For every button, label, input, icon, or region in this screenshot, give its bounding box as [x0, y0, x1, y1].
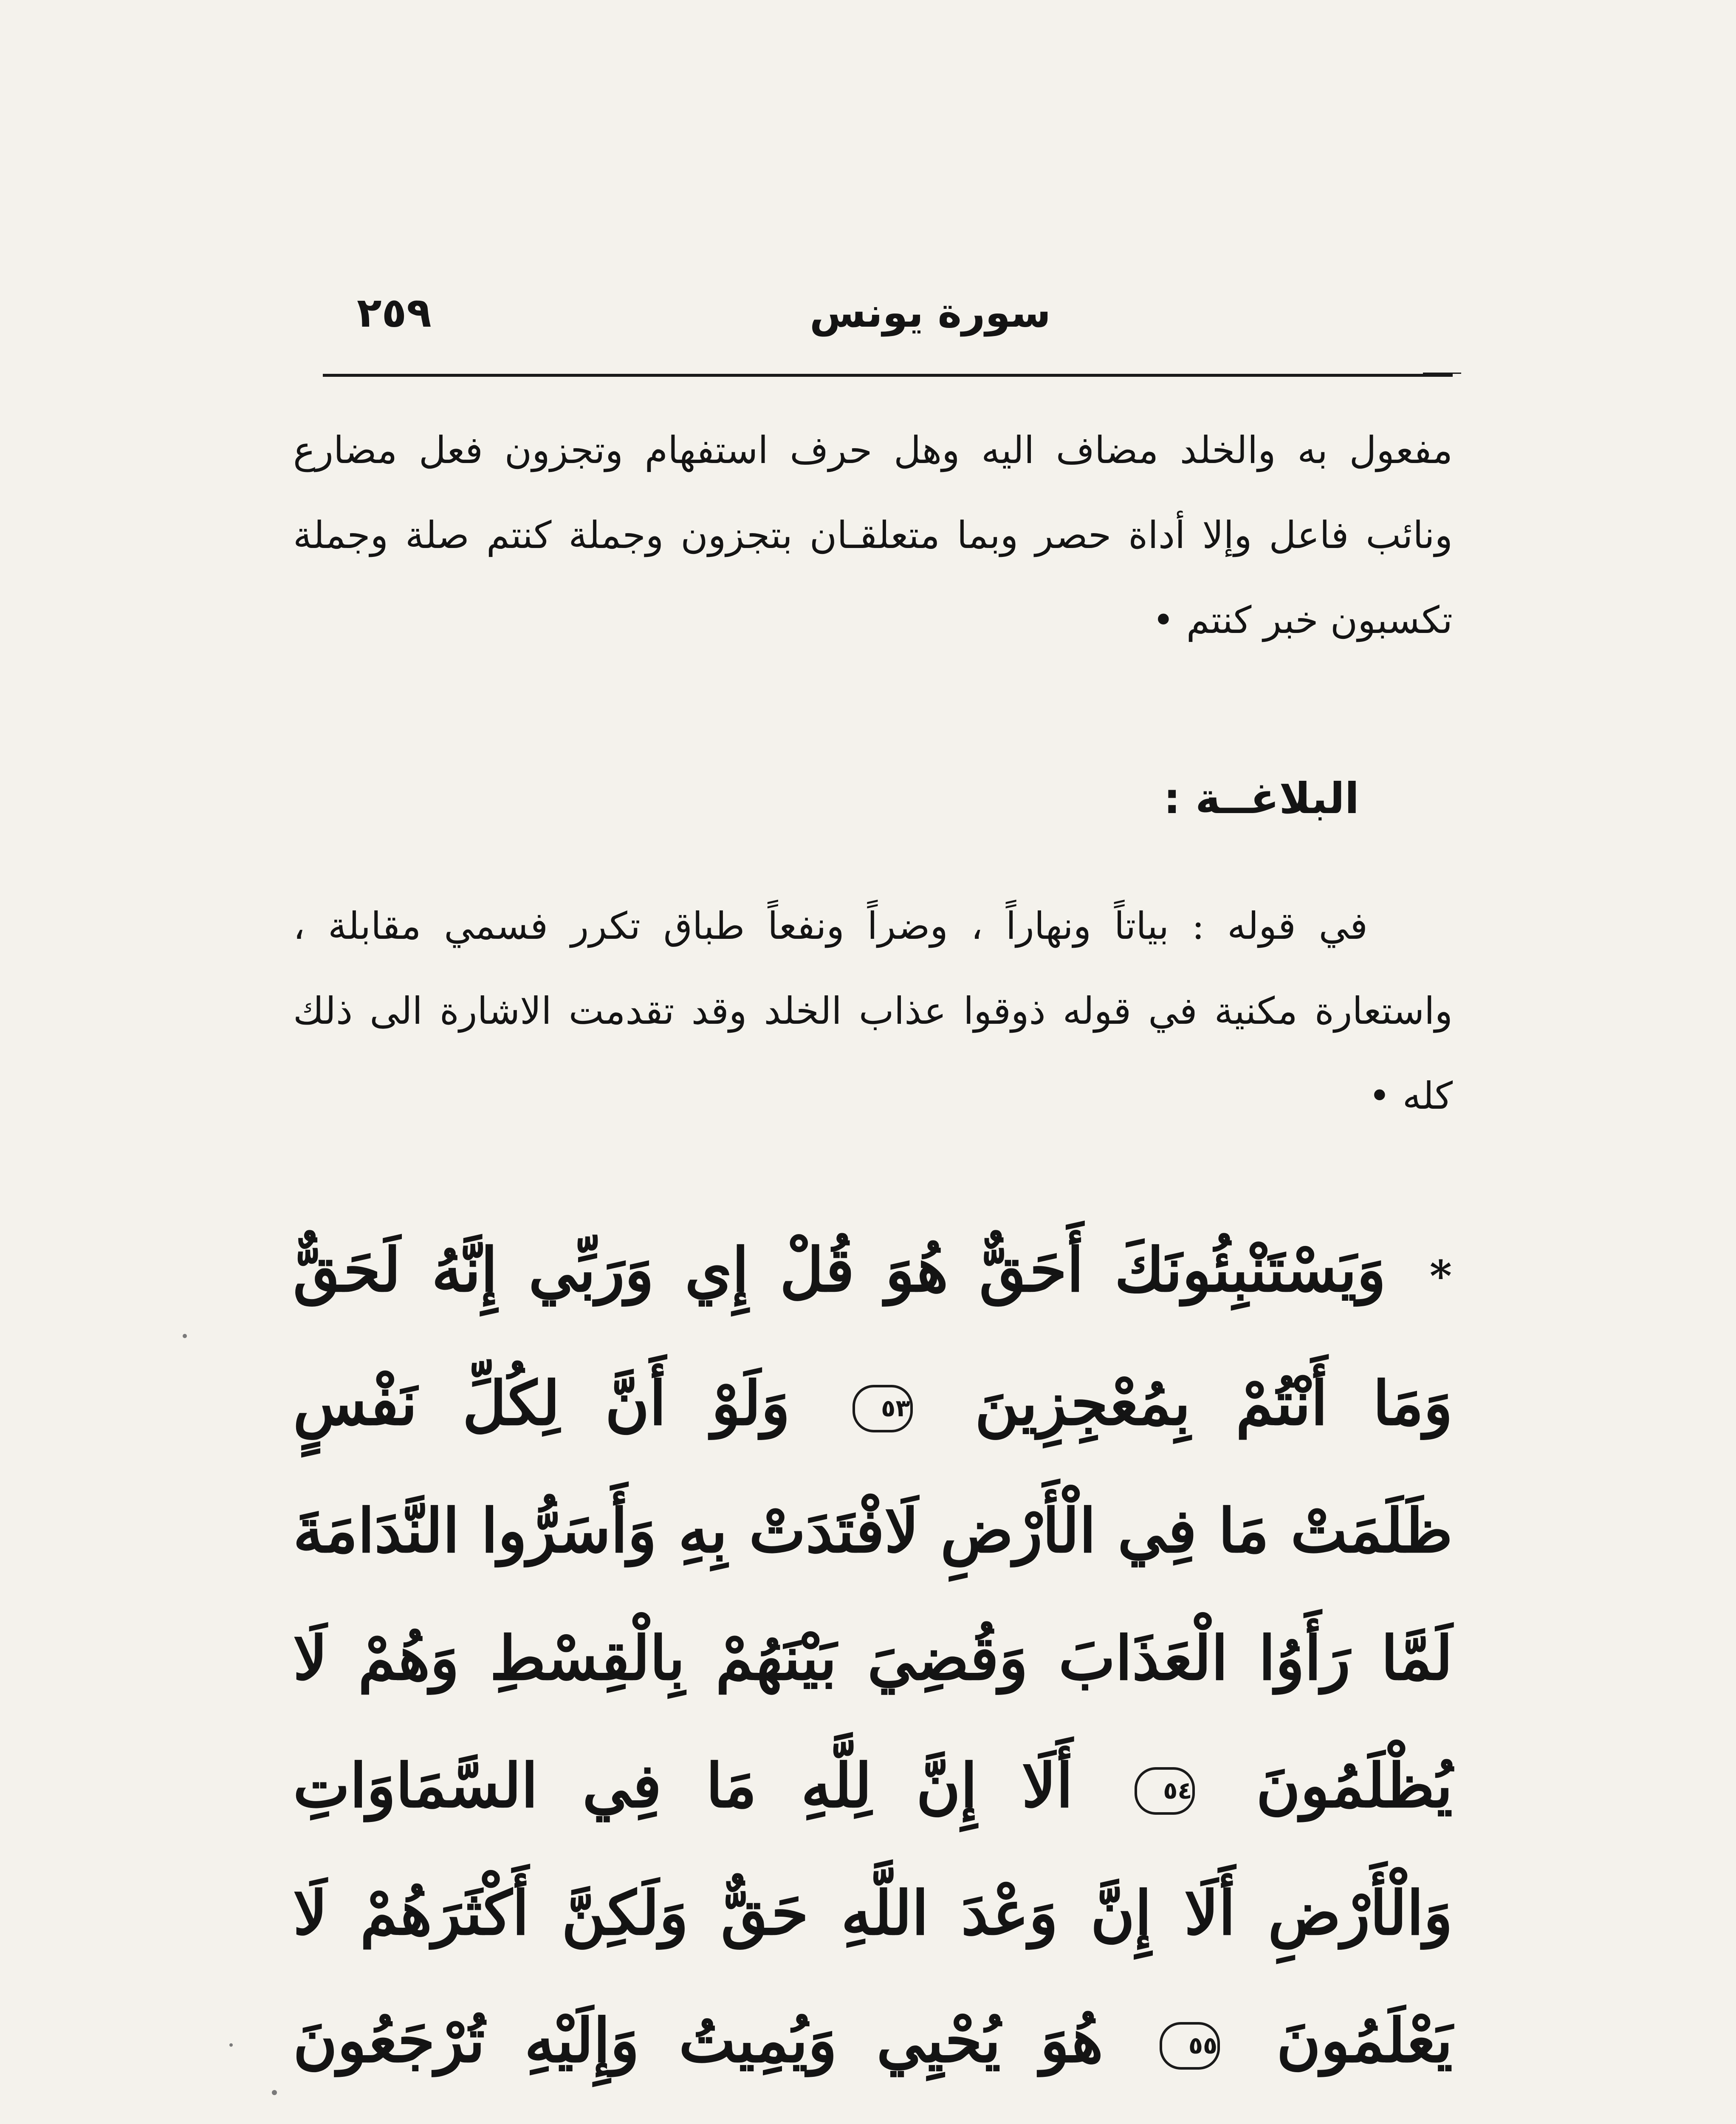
- page-body: [293, 408, 1453, 2124]
- verse-star: *: [1429, 1251, 1453, 1301]
- scan-speck: [183, 1334, 187, 1338]
- verse-55: أَلَا إِنَّ لِلَّهِ مَا فِي السَّمَاوَاتِ وَالْأَرْضِ أَلَا إِنَّ وَعْدَ اللَّهِ حَقٌّ وَلَكِنَّ أَكْثَرَهُمْ لَا يَعْلَمُونَ: [293, 1751, 1453, 2076]
- header-rule: [323, 374, 1453, 377]
- running-title: سورة يونس: [810, 289, 1051, 336]
- balagha-heading: البلاغــة :: [1163, 774, 1359, 823]
- scan-speck: [272, 2090, 277, 2095]
- verse-54: وَلَوْ أَنَّ لِكُلِّ نَفْسٍ ظَلَمَتْ مَا فِي الْأَرْضِ لَافْتَدَتْ بِهِ وَأَسَرُّوا النَّدَامَةَ لَمَّا رَأَوُا الْعَذَابَ وَقُضِيَ بَيْنَهُمْ بِالْقِسْطِ وَهُمْ لَا يُظْلَمُونَ: [293, 1368, 1453, 1821]
- verse-53: وَيَسْتَنْبِئُونَكَ أَحَقٌّ هُوَ قُلْ إِي وَرَبِّي إِنَّهُ لَحَقٌّ وَمَا أَنْتُمْ بِمُعْجِزِينَ: [293, 1235, 1453, 1439]
- ayah-marker-54: ٥٤: [1135, 1767, 1195, 1815]
- quran-verses: [293, 1206, 1453, 2124]
- ayah-marker-55: ٥٥: [1160, 2022, 1220, 2070]
- page-number: ٢٥٩: [357, 289, 432, 336]
- verse-56: هُوَ يُحْيِي وَيُمِيتُ وَإِلَيْهِ تُرْجَعُونَ: [293, 2005, 1104, 2076]
- grammar-paragraph: مفعول به والخلد مضاف اليه وهل حرف استفهام وتجزون فعل مضارع ونائب فاعل وإلا أداة حصر وبما متعلقـان بتجزون وجملة كنتم صلة وجملة تكسبون خبر كنتم •: [293, 428, 1453, 642]
- balagha-paragraph: في قوله : بياتاً ونهاراً ، وضراً ونفعاً طباق تكرر فسمي مقابلة ، واستعارة مكنية في قوله ذوقوا عذاب الخلد وقد تقدمت الاشارة الى ذلك كله •: [293, 904, 1453, 1118]
- ayah-marker-53: ٥٣: [852, 1385, 913, 1432]
- page-header: [323, 289, 1453, 353]
- scan-speck: [229, 2043, 233, 2047]
